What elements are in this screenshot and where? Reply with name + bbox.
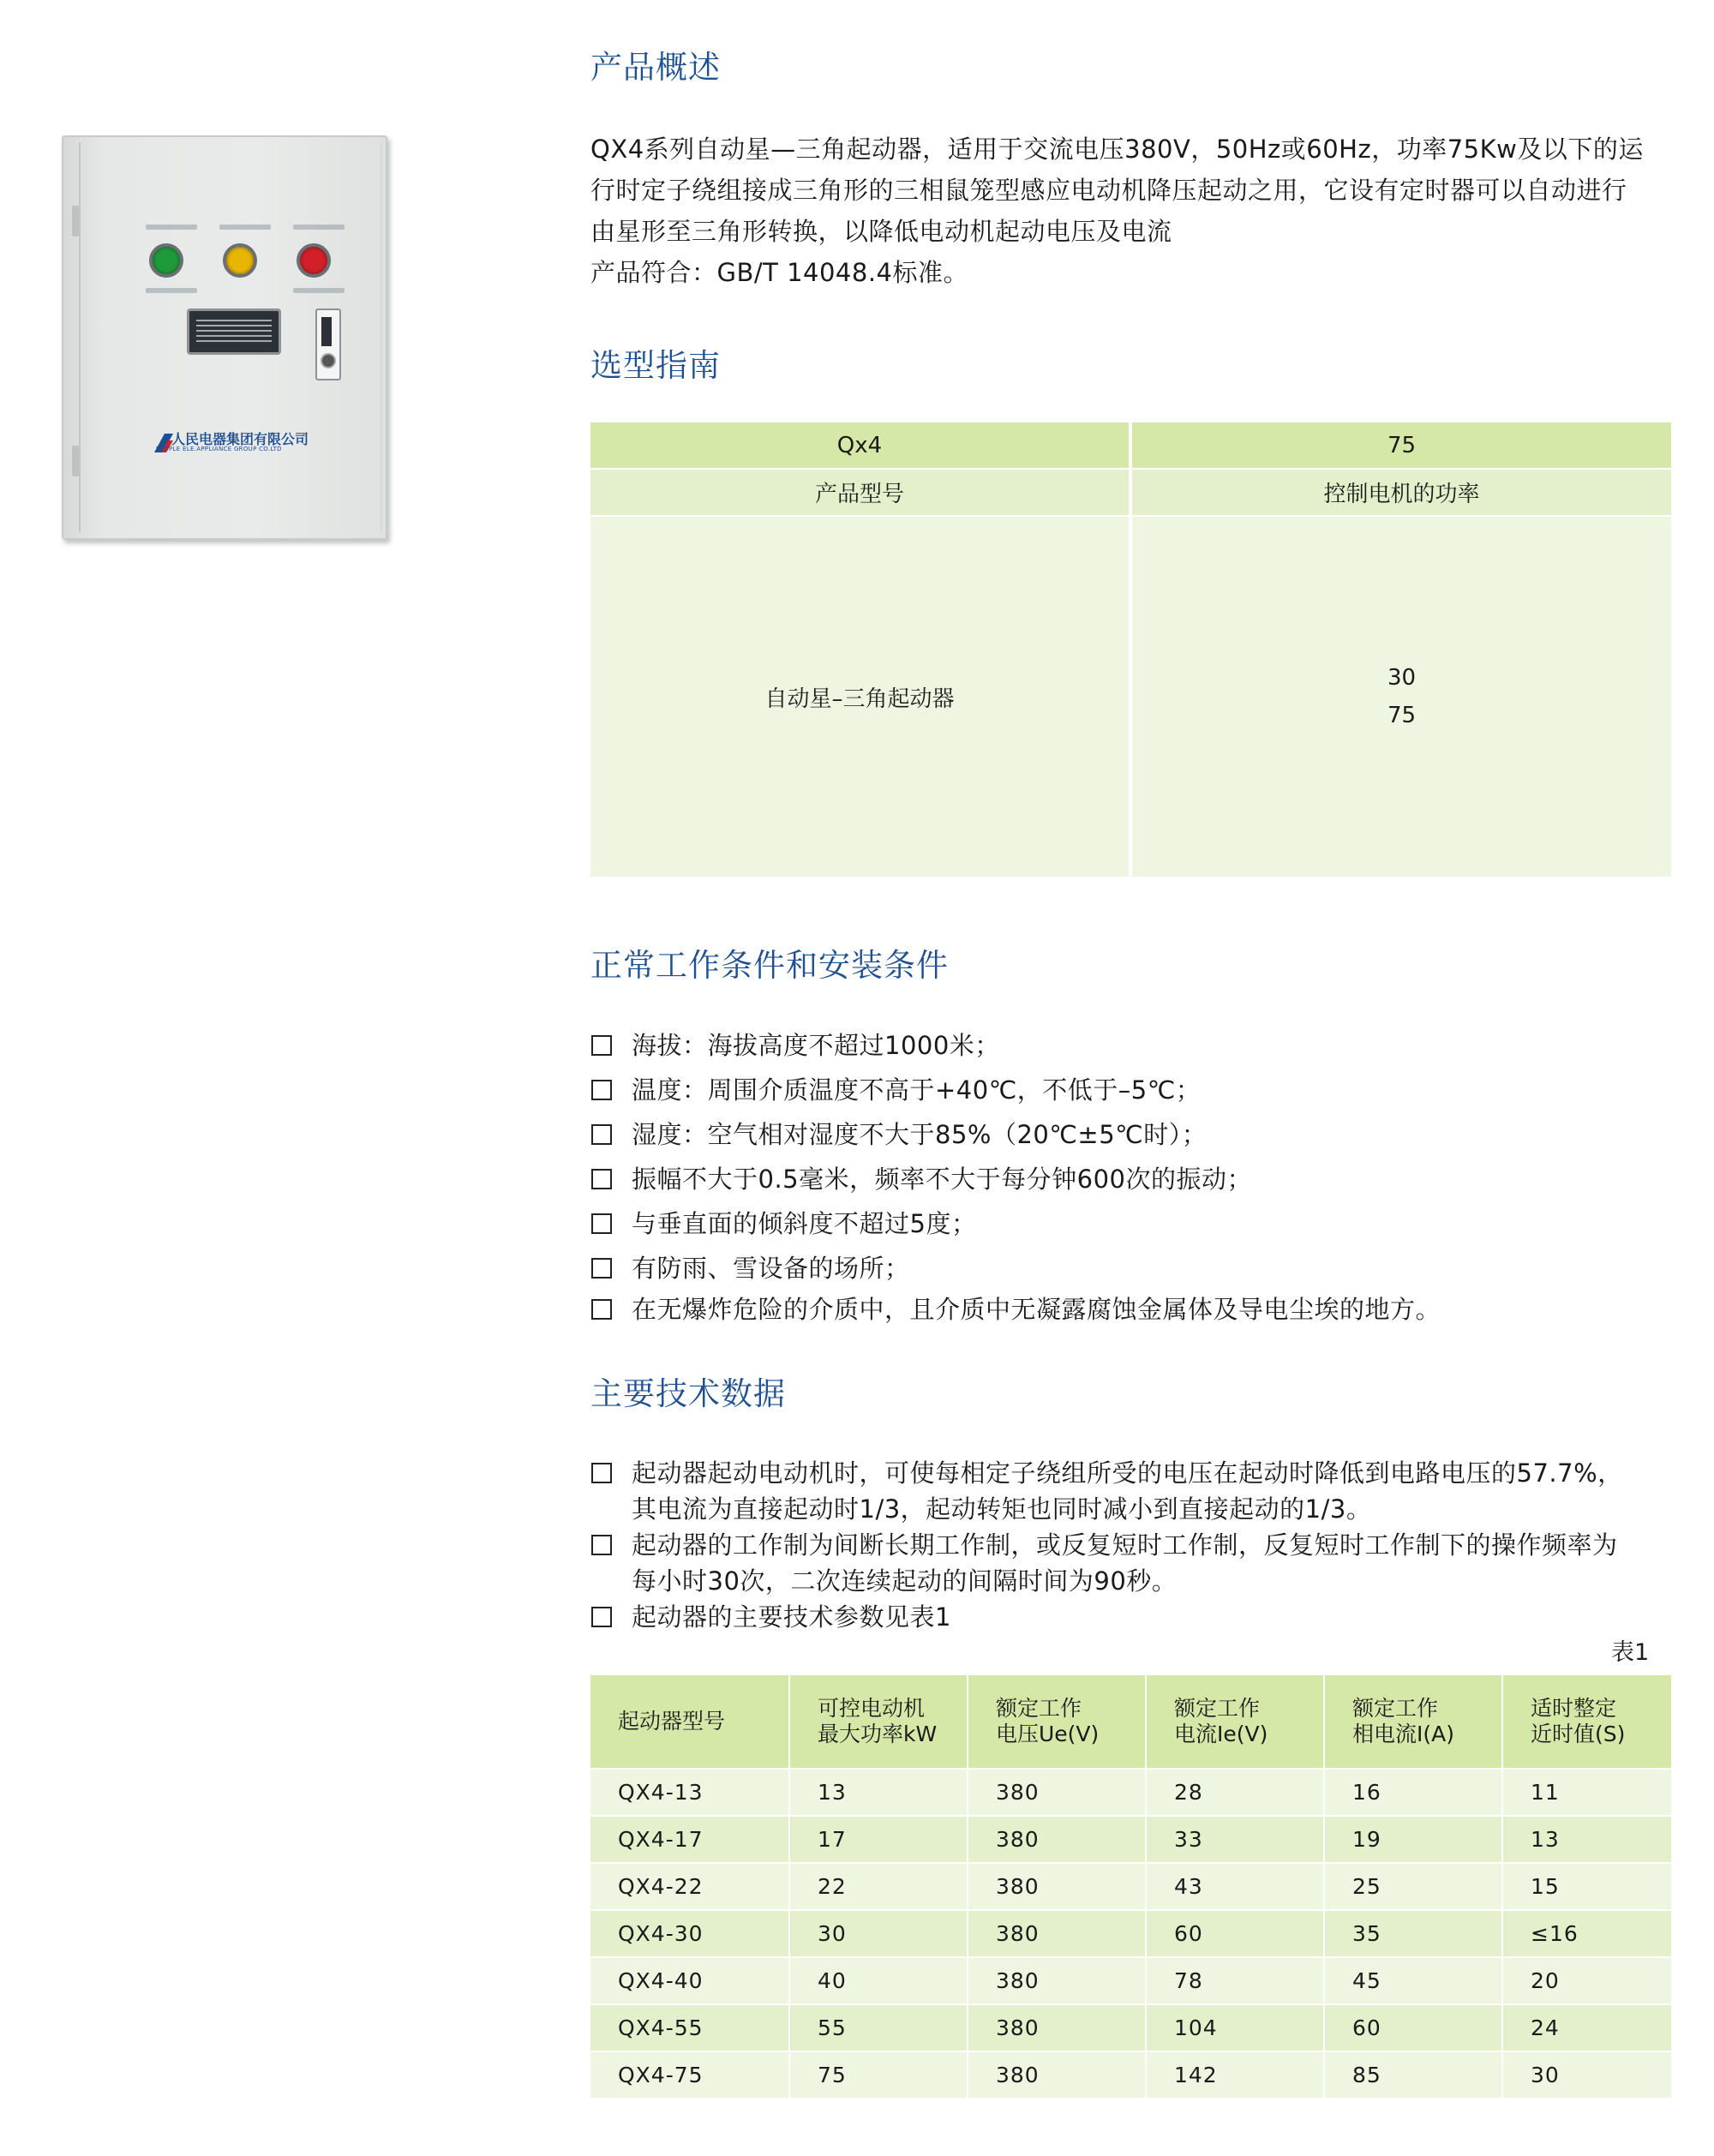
condition-text: 海拔：海拔高度不超过1000米；: [632, 1031, 1000, 1060]
checkbox-icon: [591, 1258, 612, 1279]
cell-timer: 15: [1503, 1862, 1671, 1909]
cell-model: QX4-13: [590, 1768, 790, 1815]
cell-current: 43: [1147, 1862, 1325, 1909]
cell-current: 28: [1147, 1768, 1325, 1815]
checkbox-icon: [591, 1169, 612, 1189]
selection-header-model: 产品型号: [590, 470, 1129, 515]
header-text: 电流Ie(V): [1174, 1722, 1268, 1746]
cell-timer: 30: [1503, 2051, 1671, 2098]
header-text: 可控电动机: [818, 1696, 926, 1721]
table-row: [590, 1956, 1671, 2003]
condition-text: 与垂直面的倾斜度不超过5度；: [632, 1209, 977, 1238]
cell-phase-current: 35: [1325, 1909, 1503, 1956]
cell-voltage: 380: [968, 1909, 1147, 1956]
list-item: [590, 1289, 1679, 1330]
yellow-indicator-lamp: [223, 243, 257, 278]
cell-phase-current: 85: [1325, 2051, 1503, 2098]
cell-voltage: 380: [968, 1862, 1147, 1909]
technical-parameters-table: [590, 1675, 1671, 2098]
cell-power: 75: [790, 2051, 968, 2098]
header-text: 起动器型号: [618, 1709, 726, 1734]
selection-table: [590, 422, 1671, 877]
cell-power: 30: [790, 1909, 968, 1956]
cell-timer: 24: [1503, 2003, 1671, 2051]
cell-phase-current: 19: [1325, 1815, 1503, 1862]
brand-name-cn: 人民电器集团有限公司: [171, 431, 309, 447]
list-item: [590, 1527, 1679, 1599]
cell-current: 33: [1147, 1815, 1325, 1862]
cell-phase-current: 16: [1325, 1768, 1503, 1815]
table-row: [590, 2051, 1671, 2098]
cell-model: QX4-22: [590, 1862, 790, 1909]
cell-power: 40: [790, 1956, 968, 2003]
cell-power: 55: [790, 2003, 968, 2051]
header-text: 额定工作: [996, 1696, 1082, 1721]
cell-model: QX4-17: [590, 1815, 790, 1862]
lamp-label-start-btn: [146, 288, 197, 293]
lamp-label-stop-btn: [293, 288, 345, 293]
header-text: 额定工作: [1352, 1696, 1439, 1721]
nameplate-text-lines: [196, 320, 272, 344]
header-text: 最大功率kW: [818, 1722, 938, 1746]
condition-text: 在无爆炸危险的介质中，且介质中无凝露腐蚀金属体及导电尘埃的地方。: [632, 1295, 1441, 1324]
cell-voltage: 380: [968, 1815, 1147, 1862]
selection-row-model: [590, 422, 1671, 468]
condition-text: 湿度：空气相对湿度不大于85%（20℃±5℃时）；: [632, 1120, 1208, 1149]
list-item: [590, 1114, 1679, 1159]
selection-header-power: 控制电机的功率: [1132, 470, 1671, 515]
list-item: [590, 1455, 1679, 1527]
brand-name-en: PEOPLE ELE.APPLIANCE GROUP CO.LTD: [156, 446, 282, 452]
cell-phase-current: 60: [1325, 2003, 1503, 2051]
header-text: 电压Ue(V): [996, 1722, 1100, 1746]
cell-power: 22: [790, 1862, 968, 1909]
header-text: 相电流I(A): [1352, 1722, 1454, 1746]
technical-text: 每小时30次，二次连续起动的间隔时间为90秒。: [632, 1566, 1178, 1596]
list-item: [590, 1599, 1679, 1635]
selection-heading: 选型指南: [590, 347, 721, 384]
checkbox-icon: [591, 1299, 612, 1320]
header-rated-voltage: [968, 1675, 1147, 1768]
selection-power-75: 75: [1387, 703, 1417, 728]
technical-text: 起动器的工作制为间断长期工作制，或反复短时工作制，反复短时工作制下的操作频率为: [632, 1530, 1618, 1560]
header-max-power: [790, 1675, 968, 1768]
table-row: [590, 1815, 1671, 1862]
condition-text: 振幅不大于0.5毫米，频率不大于每分钟600次的振动；: [632, 1165, 1252, 1194]
cell-current: 104: [1147, 2003, 1325, 2051]
cell-timer: 20: [1503, 1956, 1671, 2003]
header-text: 近时值(S): [1531, 1722, 1626, 1746]
hinge-bottom: [72, 446, 79, 476]
overview-line-2: 行时定子绕组接成三角形的三相鼠笼型感应电动机降压起动之用，它设有定时器可以自动进行: [590, 176, 1627, 205]
table-row: [590, 1862, 1671, 1909]
cell-voltage: 380: [968, 1956, 1147, 2003]
cell-current: 142: [1147, 2051, 1325, 2098]
lamp-label-power: [293, 225, 345, 230]
technical-heading: 主要技术数据: [590, 1375, 786, 1412]
cell-model: QX4-75: [590, 2051, 790, 2098]
overview-paragraph: [590, 129, 1696, 293]
selection-row-headers: [590, 470, 1671, 515]
cell-voltage: 380: [968, 2051, 1147, 2098]
technical-list: [590, 1455, 1679, 1635]
overview-line-3: 由星形至三角形转换，以降低电动机起动电压及电流: [590, 217, 1172, 246]
cell-current: 60: [1147, 1909, 1325, 1956]
header-timer-value: [1503, 1675, 1671, 1768]
red-indicator-lamp: [297, 243, 331, 278]
technical-text: 其电流为直接起动时1/3，起动转矩也同时减小到直接起动的1/3。: [632, 1494, 1372, 1524]
technical-text: 起动器起动电动机时，可使每相定子绕组所受的电压在起动时降低到电路电压的57.7%，: [632, 1458, 1623, 1488]
technical-text: 起动器的主要技术参数见表1: [632, 1602, 951, 1632]
cell-power: 13: [790, 1768, 968, 1815]
checkbox-icon: [591, 1080, 612, 1100]
header-rated-current: [1147, 1675, 1325, 1768]
product-image: [62, 135, 386, 538]
list-item: [590, 1159, 1679, 1203]
selection-model-code: Qx4: [590, 422, 1129, 468]
checkbox-icon: [591, 1607, 612, 1627]
table-row: [590, 1909, 1671, 1956]
cell-timer: 11: [1503, 1768, 1671, 1815]
header-model: [590, 1675, 790, 1768]
checkbox-icon: [591, 1124, 612, 1145]
table-header-row: [590, 1675, 1671, 1768]
checkbox-icon: [591, 1213, 612, 1234]
cell-current: 78: [1147, 1956, 1325, 2003]
conditions-heading: 正常工作条件和安装条件: [590, 947, 949, 984]
selection-power-30: 30: [1387, 665, 1417, 691]
cell-voltage: 380: [968, 1768, 1147, 1815]
overview-line-1: QX4系列自动星—三角起动器，适用于交流电压380V，50Hz或60Hz，功率75Kw及以下的运: [590, 135, 1644, 164]
timer-meter: [315, 308, 341, 380]
cell-phase-current: 45: [1325, 1956, 1503, 2003]
conditions-list: [590, 1025, 1679, 1330]
cell-voltage: 380: [968, 2003, 1147, 2051]
selection-product-name: 自动星–三角起动器: [590, 517, 1129, 877]
table-row: [590, 1768, 1671, 1815]
header-phase-current: [1325, 1675, 1503, 1768]
meter-window: [321, 317, 332, 346]
checkbox-icon: [591, 1463, 612, 1483]
lamp-label-run: [146, 225, 197, 230]
overview-heading: 产品概述: [590, 49, 721, 86]
list-item: [590, 1203, 1679, 1248]
list-item: [590, 1025, 1679, 1069]
meter-knob: [321, 353, 336, 368]
checkbox-icon: [591, 1035, 612, 1056]
condition-text: 有防雨、雪设备的场所；: [632, 1254, 910, 1283]
table-caption: 表1: [1611, 1639, 1650, 1666]
cell-timer: ≤16: [1503, 1909, 1671, 1956]
cell-timer: 13: [1503, 1815, 1671, 1862]
lamp-label-start: [219, 225, 271, 230]
cell-model: QX4-40: [590, 1956, 790, 2003]
cell-phase-current: 25: [1325, 1862, 1503, 1909]
condition-text: 温度：周围介质温度不高于+40℃，不低于–5℃；: [632, 1075, 1202, 1105]
nameplate: [187, 308, 281, 355]
list-item: [590, 1248, 1679, 1289]
header-text: 适时整定: [1531, 1696, 1617, 1721]
cell-model: QX4-30: [590, 1909, 790, 1956]
hinge-top: [72, 206, 79, 237]
selection-power-values: [1132, 517, 1671, 877]
checkbox-icon: [591, 1535, 612, 1555]
cell-power: 17: [790, 1815, 968, 1862]
header-text: 额定工作: [1174, 1696, 1261, 1721]
selection-max-power: 75: [1132, 422, 1671, 468]
overview-standard: 产品符合：GB/T 14048.4标准。: [590, 258, 968, 287]
green-indicator-lamp: [149, 243, 183, 278]
table-row: [590, 2003, 1671, 2051]
selection-row-body: [590, 517, 1671, 877]
list-item: [590, 1069, 1679, 1114]
cell-model: QX4-55: [590, 2003, 790, 2051]
cabinet-body: [62, 135, 387, 540]
